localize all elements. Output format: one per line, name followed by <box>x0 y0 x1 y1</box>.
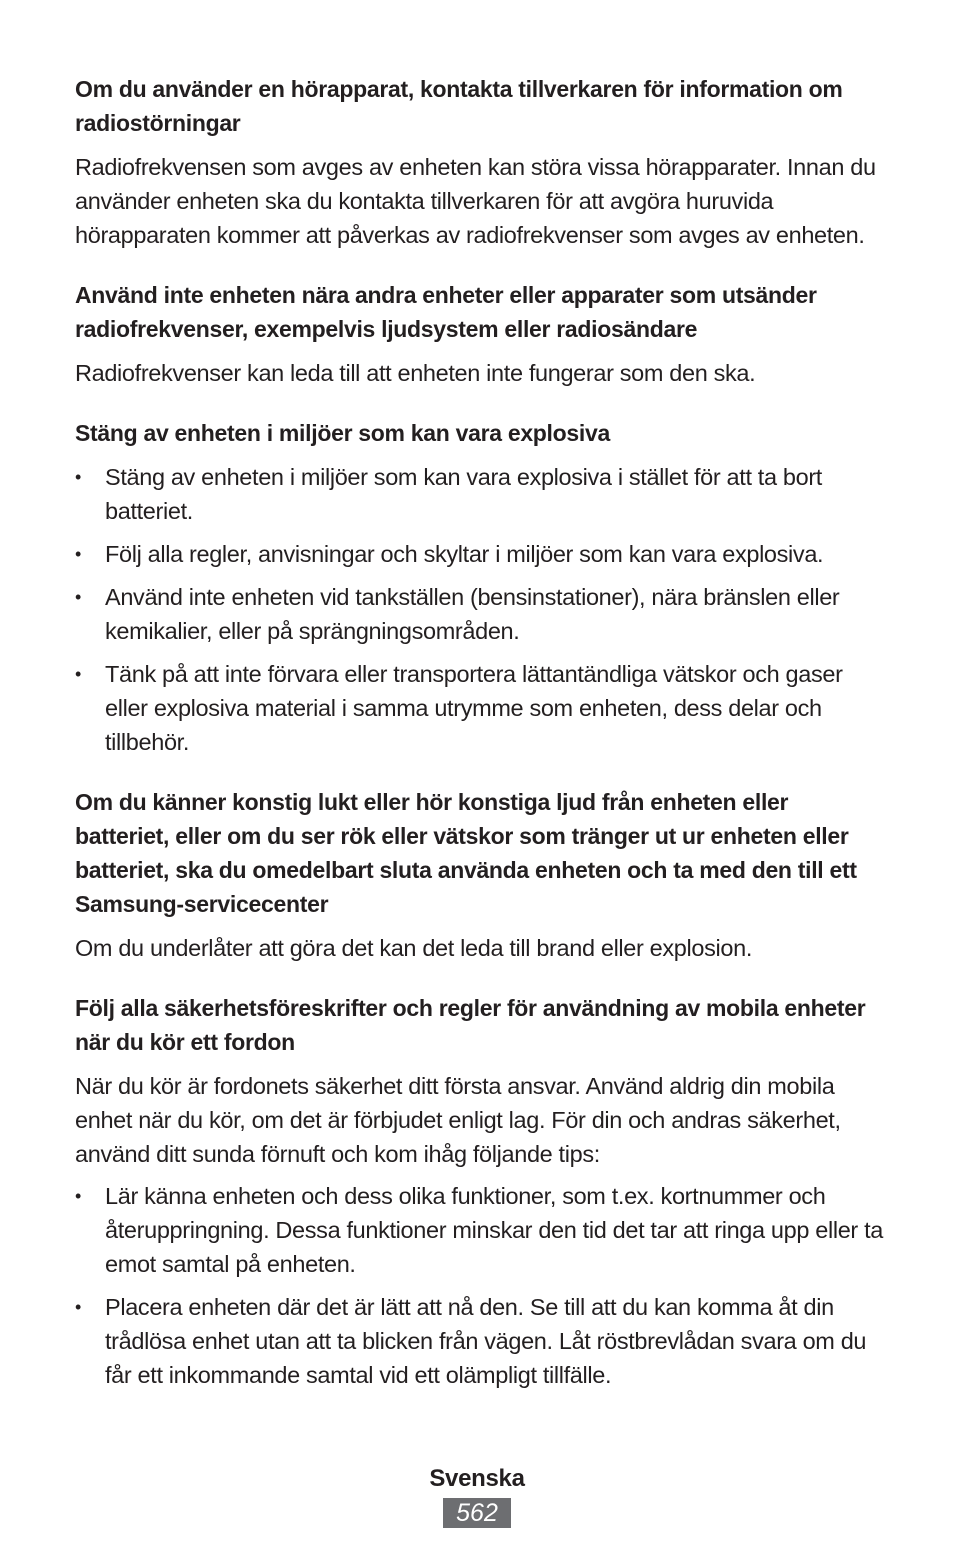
section-heading: Följ alla säkerhetsföreskrifter och regler för användning av mobila enheter när du kör ett fordon <box>75 995 866 1055</box>
section-explosive-environments <box>75 416 887 759</box>
list-item-text: Använd inte enheten vid tankställen (bensinstationer), nära bränslen eller kemikalier, eller på sprängningsområden. <box>105 584 840 644</box>
list-item-text: Tänk på att inte förvara eller transportera lättantändliga vätskor och gaser eller explosiva material i samma utrymme som enheten, dess delar och tillbehör. <box>105 661 843 755</box>
bullet-icon: • <box>75 1186 81 1206</box>
section-paragraph: När du kör är fordonets säkerhet ditt första ansvar. Använd aldrig din mobila enhet när du kör, om det är förbjudet enligt lag. För din och andras säkerhet, använd ditt sunda förnuft och kom ihåg följande tips: <box>75 1073 841 1167</box>
bullet-icon: • <box>75 467 81 487</box>
list-item <box>75 537 887 571</box>
bullet-icon: • <box>75 664 81 684</box>
section-paragraph: Radiofrekvenser kan leda till att enheten inte fungerar som den ska. <box>75 360 756 386</box>
bullet-icon: • <box>75 544 81 564</box>
section-smell-or-noise <box>75 785 887 965</box>
section-radio-devices <box>75 278 887 390</box>
section-heading: Stäng av enheten i miljöer som kan vara explosiva <box>75 420 610 446</box>
page-content <box>75 72 887 1418</box>
list-item-text: Följ alla regler, anvisningar och skyltar i miljöer som kan vara explosiva. <box>105 541 824 567</box>
list-item <box>75 657 887 759</box>
list-item <box>75 1179 887 1281</box>
section-driving <box>75 991 887 1392</box>
section-heading: Använd inte enheten nära andra enheter eller apparater som utsänder radiofrekvenser, exempelvis ljudsystem eller radiosändare <box>75 282 817 342</box>
section-heading: Om du känner konstig lukt eller hör konstiga ljud från enheten eller batteriet, eller om du ser rök eller vätskor som tränger ut ur enheten eller batteriet, ska du omedelbart sluta använda enheten och ta med den till ett Samsung-servicecenter <box>75 789 857 917</box>
page-footer <box>0 1462 954 1528</box>
footer-language: Svenska <box>429 1465 525 1492</box>
list-item-text: Stäng av enheten i miljöer som kan vara explosiva i stället för att ta bort batteriet. <box>105 464 822 524</box>
list-item <box>75 580 887 648</box>
list-item <box>75 1290 887 1392</box>
section-paragraph: Radiofrekvensen som avges av enheten kan störa vissa hörapparater. Innan du använder enheten ska du kontakta tillverkaren för att avgöra huruvida hörapparaten kommer att påverkas av radiofrekvenser som avges av enheten. <box>75 154 876 248</box>
section-heading: Om du använder en hörapparat, kontakta tillverkaren för information om radiostörningar <box>75 76 843 136</box>
bullet-list <box>75 1179 887 1392</box>
bullet-icon: • <box>75 1297 81 1317</box>
section-paragraph: Om du underlåter att göra det kan det leda till brand eller explosion. <box>75 935 753 961</box>
list-item <box>75 460 887 528</box>
section-hearing-aid <box>75 72 887 252</box>
page-number-badge: 562 <box>443 1498 511 1528</box>
bullet-icon: • <box>75 587 81 607</box>
list-item-text: Lär känna enheten och dess olika funktioner, som t.ex. kortnummer och återuppringning. Dessa funktioner minskar den tid det tar att ringa upp eller ta emot samtal på enheten. <box>105 1183 883 1277</box>
bullet-list <box>75 460 887 759</box>
list-item-text: Placera enheten där det är lätt att nå den. Se till att du kan komma åt din trådlösa enhet utan att ta blicken från vägen. Låt röstbrevlådan svara om du får ett inkommande samtal vid ett olämpligt tillfälle. <box>105 1294 867 1388</box>
